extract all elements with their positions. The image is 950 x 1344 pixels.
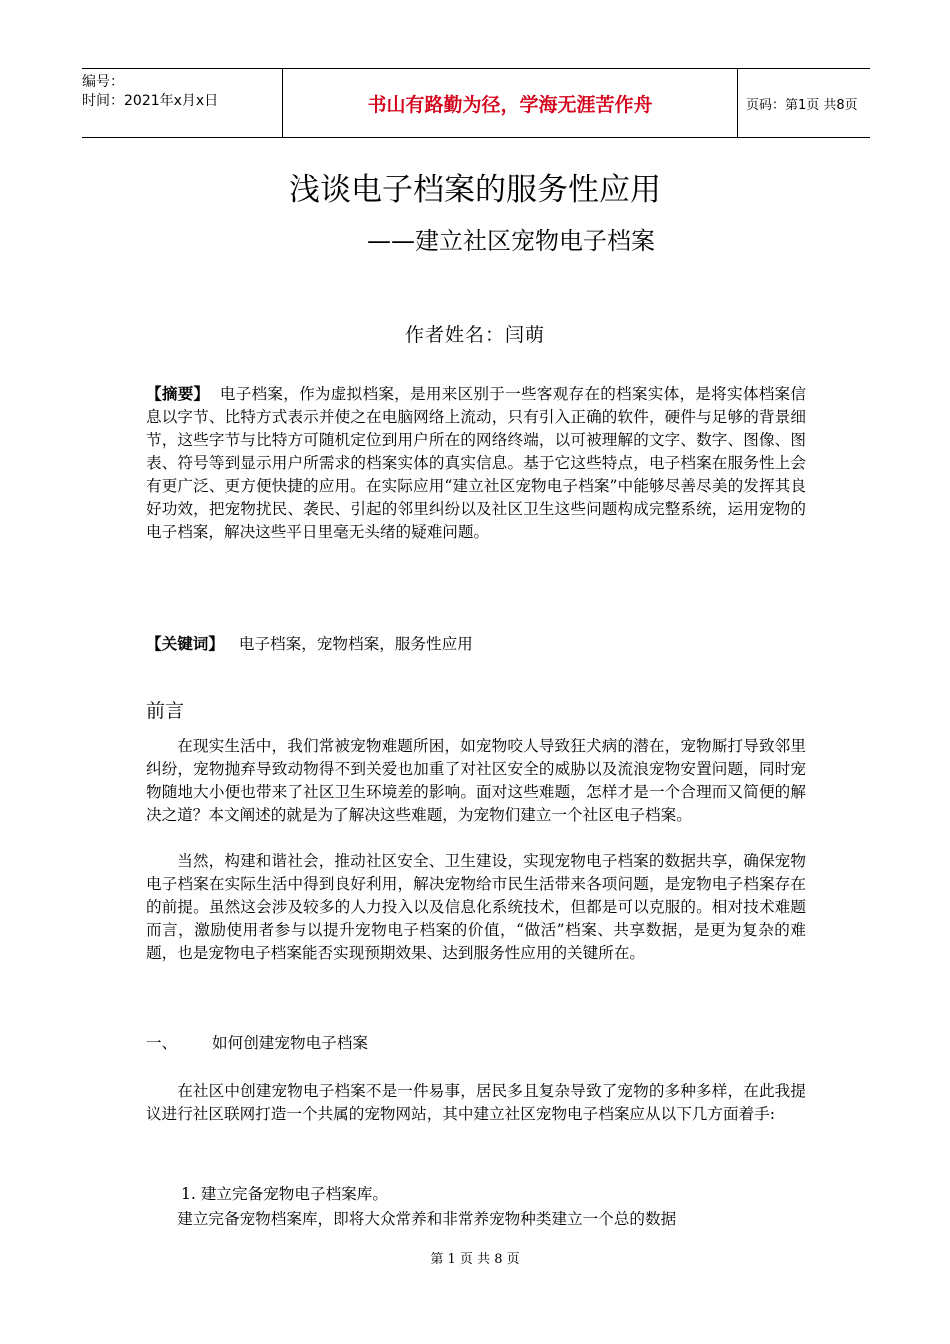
abstract-text: 电子档案，作为虚拟档案，是用来区别于一些客观存在的档案实体，是将实体档案信息以字节、比特方式表示并使之在电脑网络上流动，只有引入正确的软件，硬件与足够的背景细节，这些字节与比特方可随机定位到用户所在的网络终端，以可被理解的文字、数字、图像、图表、符号等到显示用户所需求的档案实体的真实信息。基于它这些特点，电子档案在服务性上会有更广泛、更方便快捷的应用。在实际应用“建立社区宠物电子档案”中能够尽善尽美的发挥其良好功效，把宠物扰民、袭民、引起的邻里纠纷以及社区卫生这些问题构成完整系统，运用宠物的电子档案，解决这些平日里毫无头绪的疑难问题。 xyxy=(146,385,806,541)
keywords-label: 【关键词】 xyxy=(146,635,224,653)
section-1-heading xyxy=(146,1031,368,1053)
section-1-title: 如何创建宠物电子档案 xyxy=(212,1034,368,1052)
keywords-text: 电子档案，宠物档案，服务性应用 xyxy=(238,635,473,653)
abstract-label: 【摘要】 xyxy=(146,385,210,403)
keywords-paragraph xyxy=(146,633,806,656)
section-1-list-item-1: 1. 建立完备宠物电子档案库。 xyxy=(181,1185,388,1203)
header-meta xyxy=(82,69,282,137)
header-motto: 书山有路勤为径，学海无涯苦作舟 xyxy=(282,69,738,137)
abstract-paragraph xyxy=(146,383,806,544)
time-label: 时间：2021年x月x日 xyxy=(82,93,219,109)
number-label: 编号： xyxy=(82,74,124,90)
document-title: 浅谈电子档案的服务性应用 xyxy=(289,172,661,208)
preface-paragraph-2: 当然，构建和谐社会，推动社区安全、卫生建设，实现宠物电子档案的数据共享，确保宠物电子档案在实际生活中得到良好利用，解决宠物给市民生活带来各项问题，是宠物电子档案存在的前提。虽然这会涉及较多的人力投入以及信息化系统技术，但都是可以克服的。相对技术难题而言，激励使用者参与以提升宠物电子档案的价值，“做活”档案、共享数据，是更为复杂的难题，也是宠物电子档案能否实现预期效果、达到服务性应用的关键所在。 xyxy=(146,852,806,962)
document-subtitle: ——建立社区宠物电子档案 xyxy=(367,227,655,255)
preface-title: 前言 xyxy=(146,700,185,722)
author-name: 作者姓名：闫萌 xyxy=(404,324,545,346)
page-footer: 第 1 页 共 8 页 xyxy=(430,1252,520,1267)
page-header xyxy=(82,68,870,138)
section-1-paragraph-2: 建立完备宠物档案库，即将大众常养和非常养宠物种类建立一个总的数据 xyxy=(177,1210,677,1228)
preface-paragraph-1: 在现实生活中，我们常被宠物难题所困，如宠物咬人导致狂犬病的潜在，宠物厮打导致邻里纠纷，宠物抛弃导致动物得不到关爱也加重了对社区安全的威胁以及流浪宠物安置问题，同时宠物随地大小便也带来了社区卫生环境差的影响。面对这些难题，怎样才是一个合理而又简便的解决之道？本文阐述的就是为了解决这些难题，为宠物们建立一个社区电子档案。 xyxy=(146,737,806,824)
header-page-info: 页码：第1页 共8页 xyxy=(746,97,858,113)
section-1-paragraph-1: 在社区中创建宠物电子档案不是一件易事，居民多且复杂导致了宠物的多种多样，在此我提议进行社区联网打造一个共属的宠物网站，其中建立社区宠物电子档案应从以下几方面着手: xyxy=(146,1082,806,1123)
section-1-number: 一、 xyxy=(146,1034,178,1052)
